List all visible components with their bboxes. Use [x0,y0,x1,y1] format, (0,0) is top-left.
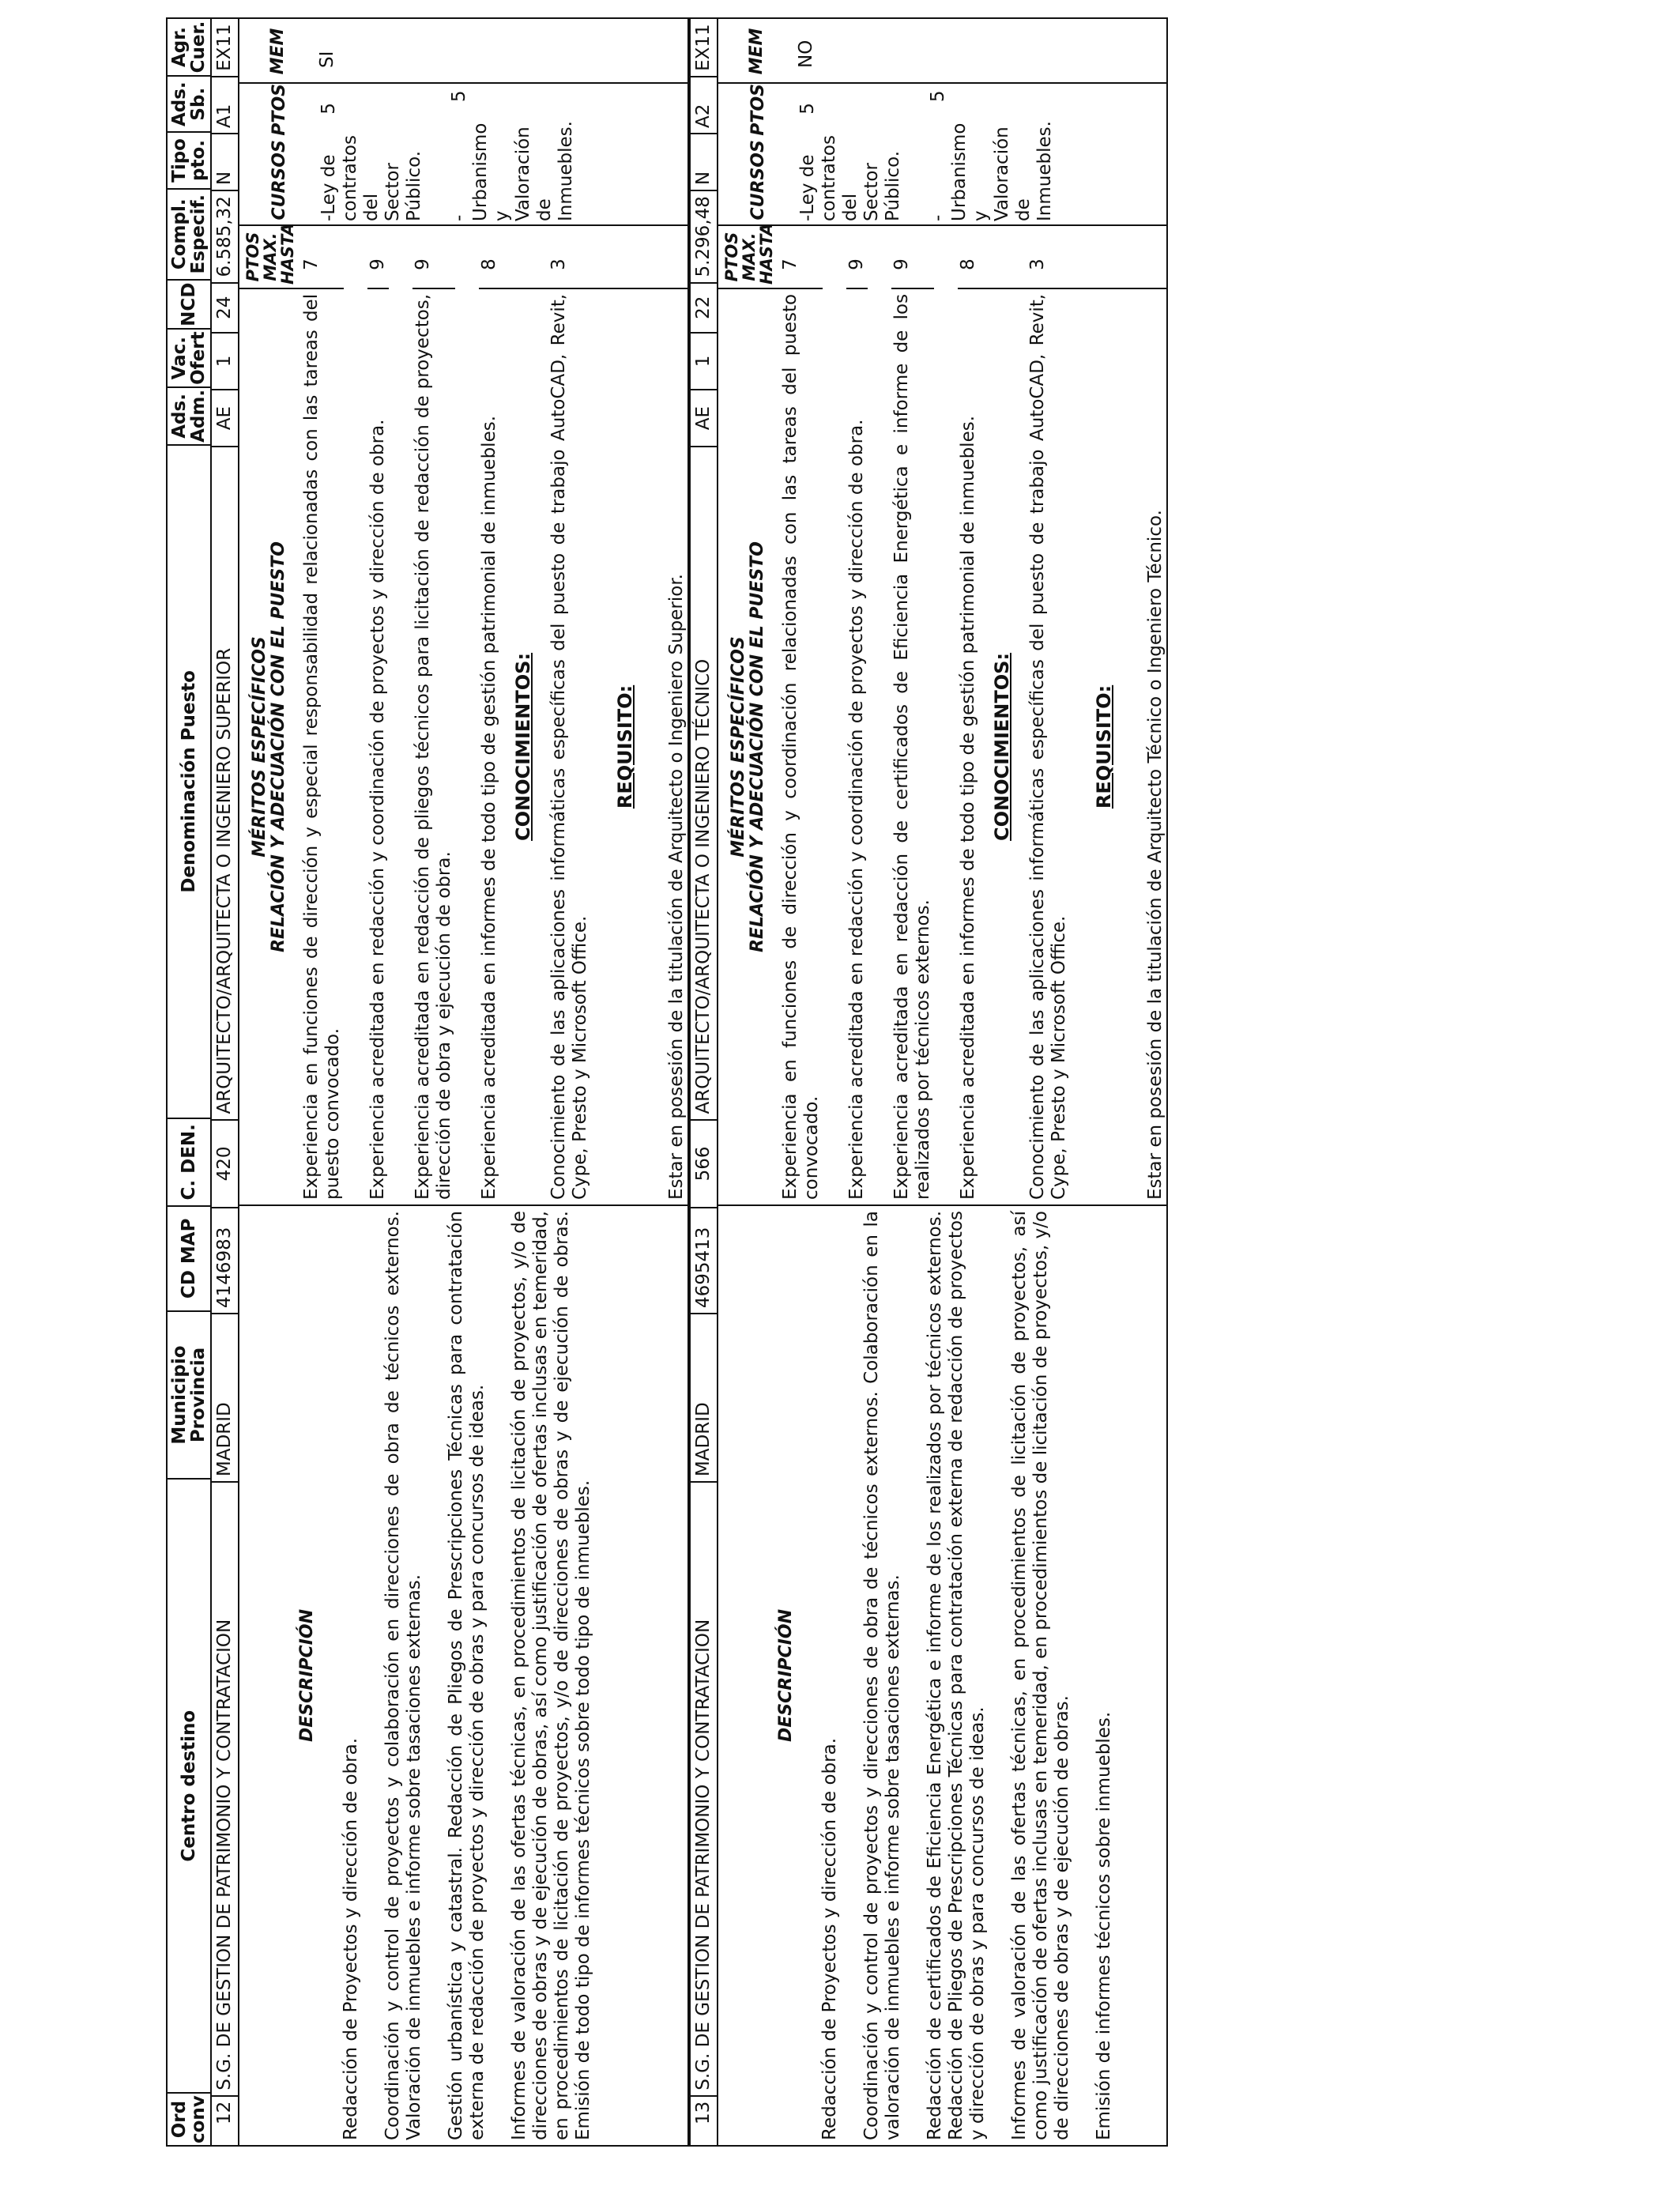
descripcion-paragraph: Redacción de Proyectos y dirección de obra. [819,1737,840,2140]
adm-cell: AE [212,389,238,446]
conocimientos-row [1027,226,1070,1204]
requisito-title: REQUISITO: [614,684,636,809]
merito-text: Experiencia en funciones de dirección y coordinación relacionadas con las tareas del puesto convocado. [780,293,822,1200]
ncd-cell: 22 [691,282,717,332]
cden-cell: 566 [691,1119,717,1208]
conocimientos-text: Conocimiento de las aplicaciones informáticas específicas del puesto de trabajo AutoCAD, Revit, Cype, Presto y Microsoft Office. [1027,293,1069,1200]
header-adm: Ads. Adm. [168,386,210,444]
centro-cell: S.G. DE GESTION DE PATRIMONIO Y CONTRATACION [212,1481,238,2095]
merito-text: Experiencia acreditada en redacción y coordinación de proyectos y dirección de obra. [367,419,388,1200]
merito-ptos: 7 [301,226,344,289]
descripcion-title: DESCRIPCIÓN [297,1609,317,1742]
table-header [168,19,212,2145]
descripcion-title: DESCRIPCIÓN [776,1609,796,1742]
compl-cell: 5.296,48 [691,190,717,281]
merito-row [958,226,979,1204]
municipio-cell: MADRID [691,1313,717,1481]
mem-label: MEM [746,28,767,75]
merito-row [301,226,344,1204]
curso-ptos: 5 [928,90,948,103]
merito-ptos: 8 [958,226,979,289]
centro-cell: S.G. DE GESTION DE PATRIMONIO Y CONTRATACION [691,1481,717,2095]
requisito-row [1129,226,1166,1204]
ptos-label: PTOS [269,84,289,136]
conocimientos-title: CONOCIMIENTOS: [991,652,1013,841]
meritos-column [239,224,687,1204]
descripcion-paragraph: Emisión de informes técnicos sobre inmuebles. [1094,1711,1114,2140]
conocimientos-ptos: 3 [548,226,591,289]
header-cden: C. DEN. [168,1118,210,1205]
ord-cell: 12 [212,2095,238,2145]
compl-cell: 6.585,32 [212,190,238,281]
descripcion-paragraph: Coordinación y control de proyectos y colaboración en direcciones de obra de técnicos externos. Valoración de inmuebles e informe sobre tasaciones externas. [382,1211,424,2140]
ptos-label: PTOS [748,84,768,136]
agr-cell: EX11 [693,24,714,71]
denominacion-cell: ARQUITECTO/ARQUITECTA O INGENIERO SUPERIOR [212,446,238,1118]
requisito-text: Estar en posesión de la titulación de Arquitecto Técnico o Ingeniero Técnico. [1145,510,1166,1200]
mem-value: NO [796,40,816,68]
mem-value: SI [317,51,337,68]
merito-ptos: 9 [412,226,455,289]
descripcion-paragraph: Informes de valoración de las ofertas técnicas, en procedimientos de licitación de proyectos, así como justificación de ofertas inclusas en temeridad, en procedimientos de licitación de proyectos, y/o de direcciones de obras y de ejecución de obras. [1009,1211,1072,2140]
merito-row [412,226,455,1204]
header-compl: Compl. Especif. [168,188,210,279]
ord-cell: 13 [691,2095,717,2145]
merito-row [780,226,823,1204]
cursos-title: CURSOS [269,140,289,221]
merito-ptos: 9 [891,226,934,289]
merito-ptos: 8 [479,226,500,289]
header-cdmap: CD MAP [168,1205,210,1310]
ncd-cell: 24 [212,282,238,332]
merito-row [891,226,934,1204]
meritos-header [239,223,301,1204]
descripcion-paragraph: Coordinación y control de proyectos y direcciones de obra de técnicos externos. Colaboración en la valoración de inmuebles e informe sobre tasaciones externas. [861,1211,903,2140]
header-municipio: Municipio Provincia [168,1310,210,1478]
merito-text: Experiencia acreditada en informes de todo tipo de gestión patrimonial de inmuebles. [479,415,499,1200]
curso-ptos: 5 [797,103,818,115]
mem-column [238,21,687,84]
table-row [212,19,239,2145]
puesto-detail [718,19,1166,2145]
descripcion-column [718,1204,1166,2145]
requisito-text: Estar en posesión de la titulación de Arquitecto o Ingeniero Superior. [666,574,687,1200]
cdmap-cell: 4146983 [212,1207,238,1313]
descripcion-column [239,1204,687,2145]
vac-cell: 1 [212,332,238,389]
header-ads-sb: Ads. Sb. [168,75,210,131]
curso-row [797,84,904,224]
merito-text: Experiencia acreditada en redacción de certificados de Eficiencia Energética e informe de los realizados por técnicos externos. [891,293,933,1200]
vacancy-table [166,17,1168,2147]
municipio-cell: MADRID [212,1313,238,1481]
merito-ptos: 9 [846,226,868,289]
descripcion-paragraph: Gestión urbanística y catastral. Redacción de Pliegos de Prescripciones Técnicas para contratación externa de redacción de proyectos y dirección de obras y para concursos de ideas. [446,1211,488,2140]
merito-text: Experiencia acreditada en redacción de pliegos técnicos para licitación de redacción de proyectos, dirección de obra y ejecución de obra. [412,293,454,1200]
curso-ptos: 5 [449,90,469,103]
cursos-title: CURSOS [748,140,768,221]
denominacion-cell: ARQUITECTO/ARQUITECTA O INGENIERO TÉCNICO [691,446,717,1118]
merito-row [846,226,868,1204]
curso-ptos: 5 [318,103,339,115]
descripcion-paragraph: Redacción de Proyectos y dirección de obra. [341,1737,361,2140]
header-vac: Vac. Ofert [168,328,210,386]
cursos-column [239,82,687,224]
conocimientos-title: CONOCIMIENTOS: [512,652,534,841]
cdmap-cell: 4695413 [691,1207,717,1313]
vac-cell: 1 [691,332,717,389]
merito-row [479,226,500,1204]
meritos-title: MÉRITOS ESPECÍFICOS [250,636,269,858]
curso-text: -Urbanismo y Valoración de Inmuebles. [928,121,1055,221]
curso-text: -Ley de contratos del Sector Público. [797,135,903,221]
curso-row [928,84,1056,224]
mem-label: MEM [267,28,288,75]
tipo-cell: N [691,133,717,190]
agr-cell: EX11 [214,24,235,71]
curso-row [318,84,425,224]
requisito-title: REQUISITO: [1093,684,1115,809]
curso-text: -Ley de contratos del Sector Público. [318,135,424,221]
header-ord: Ord conv [168,2092,210,2145]
curso-row [449,84,577,224]
merito-text: Experiencia acreditada en redacción y coordinación de proyectos y dirección de obra. [846,419,867,1200]
merito-ptos: 7 [780,226,823,289]
ads-sb-cell: A2 [691,76,717,133]
requisito-row [650,226,687,1204]
merito-text: Experiencia acreditada en informes de todo tipo de gestión patrimonial de inmuebles. [958,415,978,1200]
mem-column [717,21,1165,84]
header-tipo: Tipo pto. [168,131,210,187]
meritos-header [718,223,780,1204]
descripcion-paragraph: Informes de valoración de las ofertas técnicas, en procedimientos de licitación de proyectos, y/o de direcciones de obras y de ejecución de obras, así como justificación de ofertas inclusas en temeridad, en procedimientos de licitación de proyectos, y/o de direcciones de obras y de ejecución de obras. Emisión de todo tipo de informes técnicos sobre todo tipo de inmuebles. [509,1211,593,2140]
descripcion-paragraph: Redacción de certificados de Eficiencia Energética e informe de los realizados por técnicos externos. Redacción de Pliegos de Prescripciones Técnicas para contratación externa de redacción de proyectos y dirección de obras y para concursos de ideas. [925,1211,988,2140]
conocimientos-text: Conocimiento de las aplicaciones informáticas específicas del puesto de trabajo AutoCAD, Revit, Cype, Presto y Microsoft Office. [548,293,590,1200]
adm-cell: AE [691,389,717,446]
conocimientos-row [548,226,591,1204]
meritos-column [718,224,1166,1204]
tipo-cell: N [212,133,238,190]
ads-sb-cell: A1 [212,76,238,133]
header-agr: Agr. Cuer. [169,21,209,74]
puesto-detail [239,19,689,2145]
cursos-column [718,82,1166,224]
curso-text: -Urbanismo y Valoración de Inmuebles. [449,121,576,221]
table-row [689,19,718,2145]
ptos-max-label: PTOS MAX. HASTA [239,226,301,289]
relacion-title: RELACIÓN Y ADECUACIÓN CON EL PUESTO [269,541,288,953]
cden-cell: 420 [212,1119,238,1208]
merito-ptos: 9 [367,226,389,289]
conocimientos-ptos: 3 [1027,226,1070,289]
merito-text: Experiencia en funciones de dirección y especial responsabilidad relacionadas con las tareas del puesto convocado. [301,293,343,1200]
header-centro: Centro destino [168,1478,210,2092]
ptos-max-label: PTOS MAX. HASTA [718,226,780,289]
meritos-title: MÉRITOS ESPECÍFICOS [729,636,748,858]
header-ncd: NCD [168,279,210,328]
merito-row [367,226,389,1204]
header-denominacion: Denominación Puesto [168,444,210,1118]
relacion-title: RELACIÓN Y ADECUACIÓN CON EL PUESTO [748,541,767,953]
